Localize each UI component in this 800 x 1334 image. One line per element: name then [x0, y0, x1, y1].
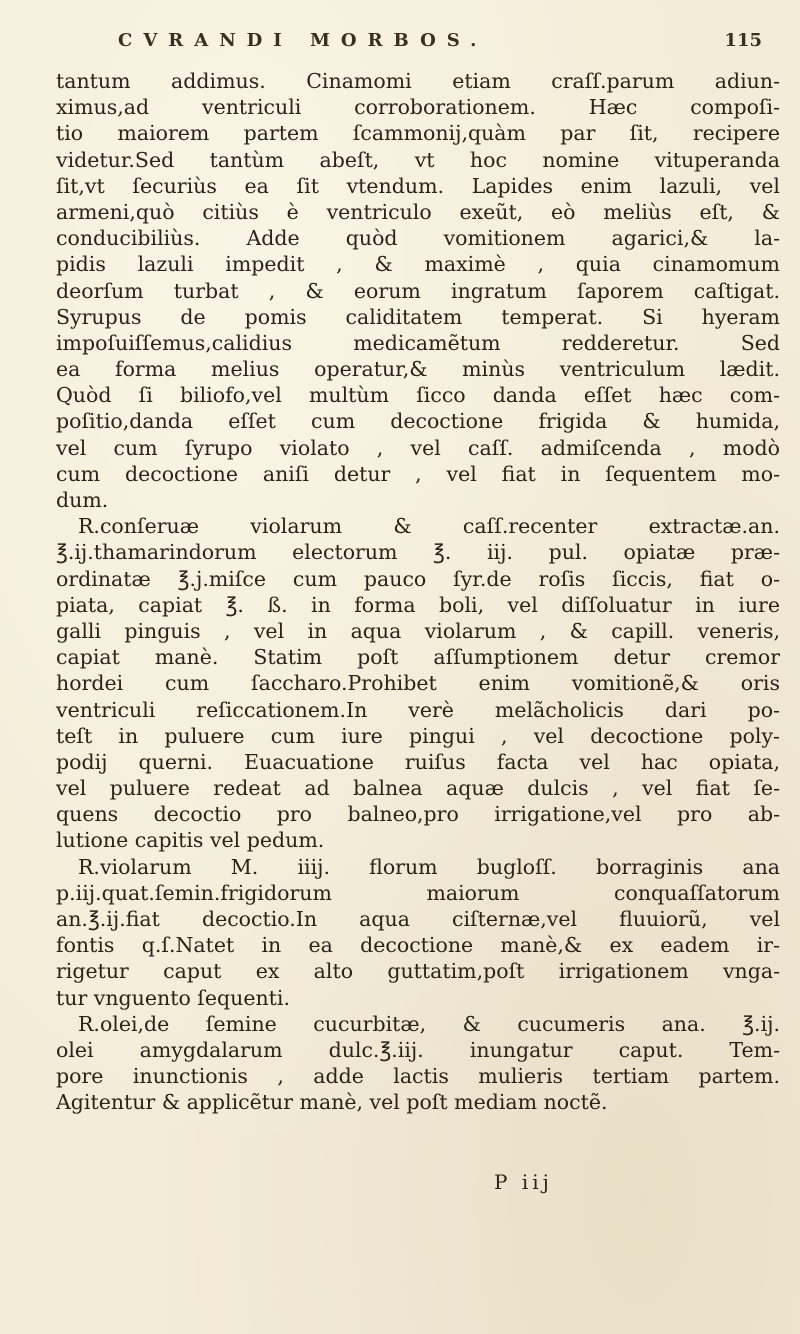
- paragraph: [56, 1011, 780, 1116]
- text-line: ventriculi reſiccationem.In verè melãcholicis dari po-: [56, 697, 780, 722]
- running-title: CVRANDI MORBOS.: [118, 30, 488, 51]
- text-line: galli pinguis , vel in aqua violarum , & capill. veneris,: [56, 618, 780, 643]
- text-line: lutione capitis vel pedum.: [56, 828, 325, 853]
- running-head: [118, 30, 762, 58]
- text-line: videtur.Sed tantùm abeſt, vt hoc nomine vituperanda: [56, 147, 780, 172]
- body-text: [56, 68, 780, 1116]
- text-line: dum.: [56, 488, 109, 512]
- text-line: tio maiorem partem ſcammonij,quàm par ſit, recipere: [56, 121, 780, 146]
- text-line: podij querni. Euacuatione ruiſus facta vel hac opiata,: [56, 749, 780, 774]
- text-line: poſitio,danda eſſet cum decoctione frigida & humida,: [56, 409, 780, 434]
- text-line: cum decoctione aniſi detur , vel fiat in ſequentem mo-: [56, 461, 780, 486]
- text-line: impoſuiſſemus,calidius medicamẽtum redderetur. Sed: [56, 330, 780, 355]
- text-line: deorſum turbat , & eorum ingratum ſaporem caſtigat.: [56, 278, 780, 303]
- text-line: ſit,vt ſecuriùs ea ſit vtendum. Lapides enim lazuli, vel: [56, 173, 780, 198]
- signature-mark: P iij: [494, 1170, 553, 1194]
- text-line: R.olei,de ſemine cucurbitæ, & cucumeris ana. ℥.ij.: [78, 1011, 780, 1036]
- text-line: fontis q.ſ.Natet in ea decoctione manè,& ex eadem ir-: [56, 933, 780, 958]
- text-line: vel cum ſyrupo violato , vel caſſ. admiſcenda , modò: [56, 435, 780, 460]
- text-line: quens decoctio pro balneo,pro irrigatione,vel pro ab-: [56, 802, 780, 827]
- text-line: teſt in puluere cum iure pingui , vel decoctione poly-: [56, 723, 780, 748]
- text-line: armeni,quò citiùs è ventriculo exeũt, eò meliùs eſt, &: [56, 199, 780, 224]
- text-line: Quòd ſi biliofo,vel multùm ſicco danda eſſet hæc com-: [56, 383, 780, 408]
- text-line: olei amygdalarum dulc.℥.iij. inungatur caput. Tem-: [56, 1037, 780, 1062]
- text-line: ea forma melius operatur,& minùs ventriculum lædit.: [56, 357, 780, 382]
- text-line: R.violarum M. iiij. florum bugloſſ. borraginis ana: [78, 854, 780, 879]
- text-line: p.iij.quat.ſemin.frigidorum maiorum conquaſſatorum: [56, 880, 780, 905]
- text-line: conducibiliùs. Adde quòd vomitionem agarici,& la-: [56, 226, 780, 251]
- text-line: tantum addimus. Cinamomi etiam craſſ.parum adiun-: [56, 69, 780, 93]
- text-line: an.℥.ij.fiat decoctio.In aqua ciſternæ,vel fluuiorũ, vel: [56, 907, 780, 931]
- text-line: ℥.ij.thamarindorum electorum ℥. iij. pul. opiatæ præ-: [56, 540, 780, 565]
- text-line: pidis lazuli impedit , & maximè , quia cinamomum: [56, 252, 780, 277]
- paragraph: [56, 513, 780, 853]
- text-line: hordei cum ſaccharo.Prohibet enim vomitionẽ,& oris: [56, 671, 780, 696]
- text-line: capiat manè. Statim poſt aſſumptionem detur cremor: [56, 645, 780, 670]
- text-line: Agitentur & applicẽtur manè, vel poſt mediam noctẽ.: [56, 1090, 608, 1115]
- paragraph: [56, 854, 780, 1011]
- paragraph: [56, 68, 780, 513]
- text-line: ordinatæ ℥.j.miſce cum pauco ſyr.de roſis ſiccis, fiat o-: [56, 566, 780, 591]
- text-line: tur vnguento ſequenti.: [56, 985, 290, 1010]
- text-line: vel puluere redeat ad balnea aquæ dulcis , vel fiat ſe-: [56, 776, 780, 801]
- text-line: Syrupus de pomis caliditatem temperat. Si hyeram: [56, 304, 780, 329]
- text-line: ximus,ad ventriculi corroborationem. Hæc compoſi-: [56, 95, 780, 120]
- text-line: piata, capiat ℥. ß. in forma boli, vel diſſoluatur in iure: [56, 592, 780, 617]
- text-line: rigetur caput ex alto guttatim,poſt irrigationem vnga-: [56, 959, 780, 984]
- page-number: 115: [724, 30, 762, 51]
- text-line: R.conſeruæ violarum & caſſ.recenter extractæ.an.: [78, 514, 780, 539]
- text-line: pore inunctionis , adde lactis mulieris tertiam partem.: [56, 1064, 780, 1089]
